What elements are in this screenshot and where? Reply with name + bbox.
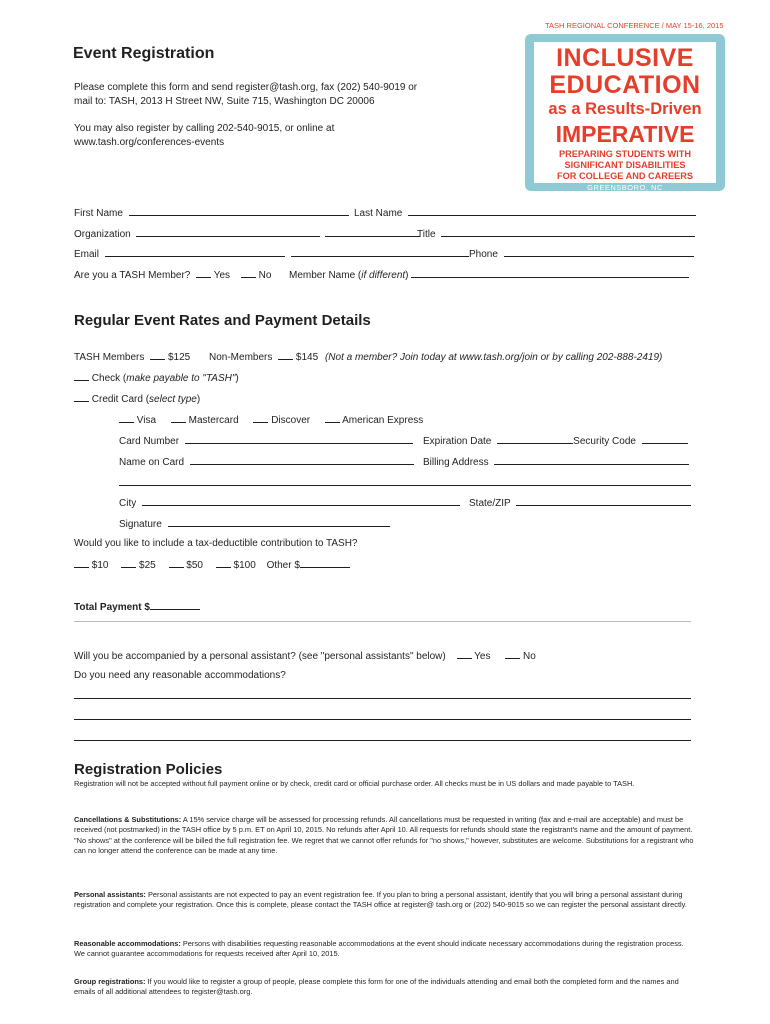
credit-row: Credit Card (select type) [74,392,200,405]
member-yes-label: Yes [213,270,231,281]
billing-field[interactable] [494,455,689,465]
member-question: Are you a TASH Member? [74,270,191,281]
card-types-row [119,413,423,426]
accommodations-line-1[interactable] [74,690,691,699]
member-name-close: ) [405,270,409,281]
contribution-10-blank[interactable] [74,558,89,568]
rates-row [74,350,190,363]
member-no-blank[interactable] [241,268,256,278]
policy-accommodations-label: Reasonable accommodations: [74,939,181,948]
policy-groups [74,977,694,998]
member-name-row [289,268,689,281]
contribution-row [74,558,350,571]
city-label: City [119,498,137,509]
contribution-100-label: $100 [233,560,256,571]
title-label: Title [417,229,436,240]
total-field[interactable] [150,600,200,610]
intro-line-1: Please complete this form and send register@tash.org, fax (202) 540-9019 or [74,82,418,93]
check-label: Check ( [91,373,127,384]
accommodations-line-3[interactable] [74,732,691,741]
organization-row [74,227,420,240]
amex-label: American Express [342,415,424,426]
member-name-note: if different [361,270,406,281]
billing-field-2[interactable] [119,476,691,486]
billing-row [423,455,689,468]
name-on-card-row [119,455,414,468]
last-name-label: Last Name [354,208,403,219]
check-blank[interactable] [74,371,89,381]
nonmembers-price: $145 [295,352,319,363]
assistant-yes-blank[interactable] [457,649,472,659]
banner-line-2: EDUCATION [549,71,701,99]
banner-line-1: INCLUSIVE [556,44,694,72]
contribution-25-blank[interactable] [121,558,136,568]
policy-accommodations [74,939,694,960]
check-note: make payable to "TASH" [126,373,236,384]
title-field[interactable] [441,227,695,237]
email-label: Email [74,249,100,260]
members-price: $125 [167,352,191,363]
discover-blank[interactable] [253,413,268,423]
nonmembers-row [209,350,662,363]
phone-row [469,247,694,260]
check-row: Check (make payable to "TASH") [74,371,239,384]
policy-cancellations-label: Cancellations & Substitutions: [74,815,182,824]
nonmembers-blank[interactable] [278,350,293,360]
first-name-label: First Name [74,208,123,219]
intro-line-4: www.tash.org/conferences-events [74,137,225,148]
organization-label: Organization [74,229,131,240]
amex-blank[interactable] [325,413,340,423]
credit-note: select type [149,394,197,405]
policy-groups-text: If you would like to register a group of people, please complete this form for one of the individuals attending and email both the completed form and the names and emails of all additional attendees to register@tash.org. [74,977,679,997]
contribution-100-blank[interactable] [216,558,231,568]
banner-top-line: TASH REGIONAL CONFERENCE / MAY 15-16, 2015 [545,21,724,30]
policy-assistants-label: Personal assistants: [74,890,146,899]
signature-label: Signature [119,519,162,530]
policy-groups-label: Group registrations: [74,977,146,986]
state-zip-field[interactable] [516,496,691,506]
rates-heading: Regular Event Rates and Payment Details [74,312,371,329]
security-label: Security Code [573,436,636,447]
intro-line-2: mail to: TASH, 2013 H Street NW, Suite 715, Washington DC 20006 [74,96,375,107]
contribution-50-label: $50 [186,560,203,571]
banner-sub-2: SIGNIFICANT DISABILITIES [564,160,686,170]
organization-field-2[interactable] [325,227,420,237]
accommodations-line-2[interactable] [74,711,691,720]
banner-line-4: IMPERATIVE [555,121,695,147]
assistant-row [74,649,536,662]
contribution-question: Would you like to include a tax-deductible contribution to TASH? [74,538,358,549]
policy-accommodations-text: Persons with disabilities requesting reasonable accommodations at the event should indicate necessary accommodations during the registration process. We cannot guarantee accommodations for requests received after April 10, 2015. [74,939,684,959]
phone-label: Phone [469,249,498,260]
last-name-field[interactable] [408,206,696,216]
expiration-field[interactable] [497,434,573,444]
city-row [119,496,460,509]
card-number-field[interactable] [185,434,413,444]
banner-line-3: as a Results-Driven [548,100,702,118]
policy-cancellations [74,815,694,856]
contribution-10-label: $10 [91,560,109,571]
member-name-label: Member Name ( [289,270,362,281]
last-name-row [354,206,696,219]
section-divider [74,621,691,622]
expiration-row [423,434,688,447]
assistant-question: Will you be accompanied by a personal assistant? (see "personal assistants" below) [74,651,446,662]
mastercard-blank[interactable] [171,413,186,423]
nonmembers-label: Non-Members [209,352,273,363]
name-on-card-field[interactable] [190,455,414,465]
card-number-row [119,434,413,447]
first-name-field[interactable] [129,206,349,216]
policy-general: Registration will not be accepted without full payment online or by check, credit card or official purchase order. All checks must be in US dollars and made payable to TASH. [74,779,635,788]
policies-heading: Registration Policies [74,761,223,778]
email-row [74,247,469,260]
security-field[interactable] [642,434,688,444]
visa-label: Visa [136,415,157,426]
title-row [417,227,695,240]
name-on-card-label: Name on Card [119,457,185,468]
contribution-other-field[interactable] [300,558,350,568]
credit-blank[interactable] [74,392,89,402]
policy-assistants [74,890,694,911]
member-no-label: No [258,270,272,281]
expiration-label: Expiration Date [423,436,492,447]
billing-label: Billing Address [423,457,489,468]
accommodations-question: Do you need any reasonable accommodations? [74,670,286,681]
total-row [74,600,200,613]
contribution-other-label: Other $ [266,560,300,571]
signature-row [119,517,390,530]
policy-assistants-text: Personal assistants are not expected to pay an event registration fee. If you plan to bring a personal assistant, identify that you will bring a personal assistant during registration and complete your registration. Once this is complete, please contact the TASH office at register@ tash.org or (202) 540-9015 so we can register the personal assistant directly. [74,890,687,910]
total-label: Total Payment $ [74,602,150,613]
state-zip-label: State/ZIP [469,498,511,509]
email-field[interactable] [105,247,285,257]
mastercard-label: Mastercard [188,415,239,426]
email-field-2[interactable] [291,247,469,257]
visa-blank[interactable] [119,413,134,423]
page-title: Event Registration [73,45,215,62]
discover-label: Discover [271,415,311,426]
state-zip-row [469,496,691,509]
intro-line-3: You may also register by calling 202-540-9015, or online at [74,123,335,134]
banner-sub-1: PREPARING STUDENTS WITH [558,149,692,159]
member-name-field[interactable] [411,268,689,278]
phone-field[interactable] [504,247,694,257]
assistant-no-blank[interactable] [505,649,520,659]
contribution-50-blank[interactable] [169,558,184,568]
assistant-no-label: No [523,651,536,662]
members-blank[interactable] [150,350,165,360]
credit-label: Credit Card ( [91,394,150,405]
member-row [74,268,271,281]
assistant-yes-label: Yes [474,651,491,662]
contribution-25-label: $25 [139,560,156,571]
banner-sub-3: FOR COLLEGE AND CAREERS [557,171,693,181]
policy-cancellations-text: A 15% service charge will be assessed for processing refunds. All cancellations must be requested in writing (fax and e-mail are acceptable) and must be received (not postmarked) in the TASH office by 5 p.m. ET on April 10, 2015. No refunds after April 10. All requests for refunds should state the registrant's name and the amount of payment. "No shows" at the conference will be billed the full registration fee. We regret that we cannot offer refunds for "no shows," however, substitutes are welcome. Substitutions for a registrant who can no longer attend the conference can be made at any time. [74,815,694,855]
organization-field[interactable] [136,227,320,237]
first-name-row [74,206,349,219]
banner-location: GREENSBORO, NC [587,183,663,192]
signature-field[interactable] [168,517,390,527]
members-label: TASH Members [74,352,145,363]
conference-banner [525,34,725,191]
city-field[interactable] [142,496,460,506]
join-note: (Not a member? Join today at www.tash.org/join or by calling 202-888-2419) [324,352,663,363]
member-yes-blank[interactable] [196,268,211,278]
card-number-label: Card Number [119,436,180,447]
